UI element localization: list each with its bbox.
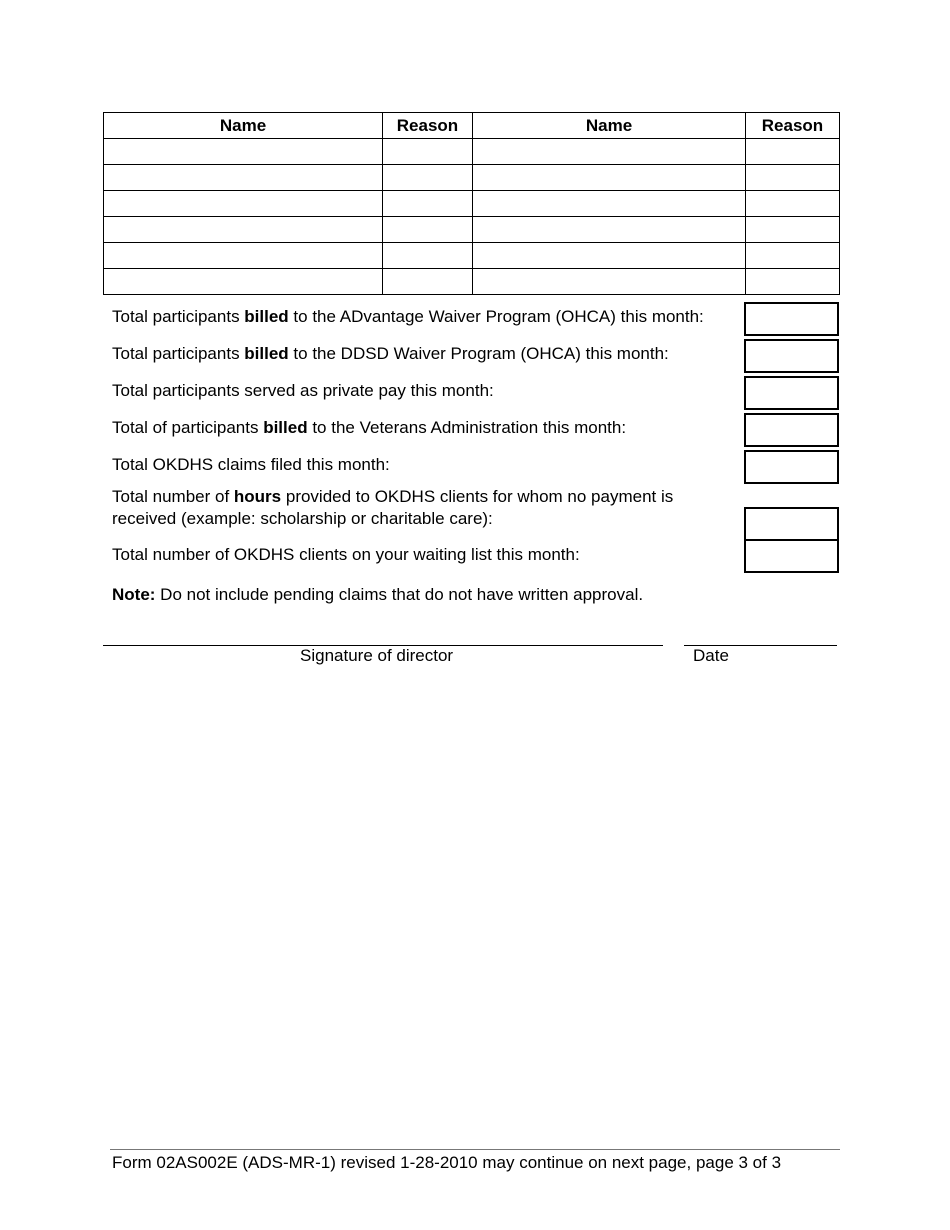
name-cell[interactable]	[473, 191, 746, 217]
date-label: Date	[693, 646, 729, 665]
total-okdhs-claims-label: Total OKDHS claims filed this month:	[112, 455, 390, 474]
name-cell[interactable]	[473, 165, 746, 191]
name-cell[interactable]	[473, 243, 746, 269]
reason-cell[interactable]	[383, 139, 473, 165]
name-cell[interactable]	[104, 243, 383, 269]
name-cell[interactable]	[473, 269, 746, 295]
header-reason-2: Reason	[746, 113, 840, 139]
reason-cell[interactable]	[746, 139, 840, 165]
name-cell[interactable]	[473, 139, 746, 165]
total-hours-label-line2: received (example: scholarship or charitable care):	[112, 509, 493, 528]
footer-text: Form 02AS002E (ADS-MR-1) revised 1-28-2010 may continue on next page, page 3 of 3	[112, 1153, 782, 1172]
total-advantage-box[interactable]	[744, 302, 839, 336]
reason-cell[interactable]	[746, 217, 840, 243]
footer-divider	[110, 1149, 840, 1150]
name-cell[interactable]	[104, 139, 383, 165]
total-okdhs-claims-box[interactable]	[744, 450, 839, 484]
name-cell[interactable]	[104, 217, 383, 243]
total-ddsd-label: Total participants billed to the DDSD Waiver Program (OHCA) this month:	[112, 344, 669, 363]
name-cell[interactable]	[104, 165, 383, 191]
reason-cell[interactable]	[383, 269, 473, 295]
total-advantage-label: Total participants billed to the ADvantage Waiver Program (OHCA) this month:	[112, 307, 704, 326]
table-row	[104, 217, 840, 243]
total-waiting-list-box[interactable]	[744, 539, 839, 573]
header-name-2: Name	[473, 113, 746, 139]
name-cell[interactable]	[104, 191, 383, 217]
name-cell[interactable]	[473, 217, 746, 243]
table-row	[104, 139, 840, 165]
total-veterans-box[interactable]	[744, 413, 839, 447]
total-hours-box[interactable]	[744, 507, 839, 541]
total-private-pay-box[interactable]	[744, 376, 839, 410]
signature-label: Signature of director	[300, 646, 454, 665]
reason-cell[interactable]	[746, 243, 840, 269]
reason-cell[interactable]	[746, 165, 840, 191]
names-reasons-table	[103, 112, 840, 295]
header-reason-1: Reason	[383, 113, 473, 139]
table-row	[104, 191, 840, 217]
total-private-pay-label: Total participants served as private pay this month:	[112, 381, 494, 400]
note: Note: Do not include pending claims that do not have written approval.	[112, 585, 644, 604]
reason-cell[interactable]	[383, 165, 473, 191]
reason-cell[interactable]	[383, 191, 473, 217]
table-row	[104, 269, 840, 295]
name-cell[interactable]	[104, 269, 383, 295]
table-row	[104, 165, 840, 191]
table-row	[104, 243, 840, 269]
total-waiting-list-label: Total number of OKDHS clients on your waiting list this month:	[112, 545, 580, 564]
header-name-1: Name	[104, 113, 383, 139]
reason-cell[interactable]	[383, 217, 473, 243]
total-ddsd-box[interactable]	[744, 339, 839, 373]
reason-cell[interactable]	[746, 269, 840, 295]
reason-cell[interactable]	[746, 191, 840, 217]
total-hours-label: Total number of hours provided to OKDHS clients for whom no payment is	[112, 487, 674, 506]
reason-cell[interactable]	[383, 243, 473, 269]
total-veterans-label: Total of participants billed to the Veterans Administration this month:	[112, 418, 627, 437]
